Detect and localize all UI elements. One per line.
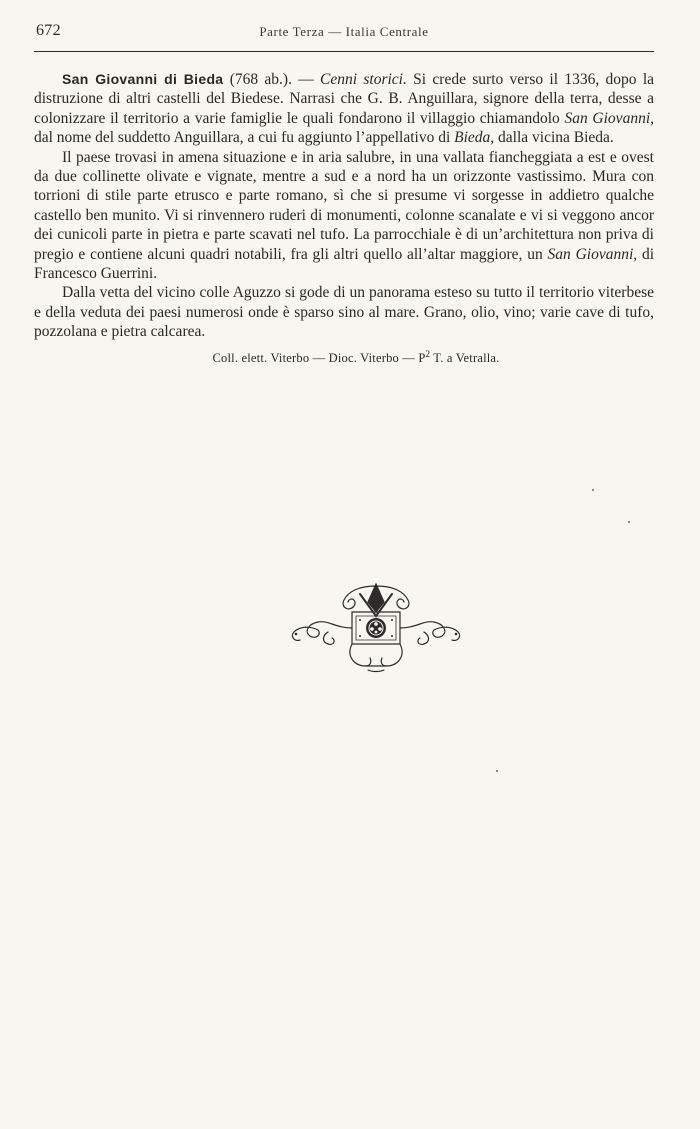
header-rule [34, 51, 654, 52]
print-speck [496, 770, 498, 772]
section-label: Cenni storici. [320, 71, 407, 88]
entry-text: Si crede surto verso il 1336, dopo la distruzione di altri castelli del Biedese. Narrasi che G. B. Anguillara, signore della terra, desse a colonizzare il territorio a varie famiglie le quali fondarono il villaggio chiamandolo [34, 71, 655, 127]
running-title: Parte Terza — Italia Centrale [259, 24, 429, 39]
italic-name: San Giovanni, [547, 245, 638, 263]
entry-text: Il paese trovasi in amena situazione e in aria salubre, in una vallata fiancheggiata a est e ovest da due collinette olivate e vignate, mentre a sud e a nord ha un orizzonte vastissimo. Mura con torrioni di stile parte etrusco e parte romano, sì che si presume vi sorgesse in addietro qualche castello ben munito. Vi si rinvennero ruderi di monumenti, colonne scanalate e vi si veggono ancor dei cunicoli parte in pietra e parte scavati nel tufo. La parrocchiale è di un’architettura non priva di pregio e contiene alcuni quadri notabili, fra gli altri quello all’altar maggiore, un [34, 148, 654, 263]
entry-text: Dalla vetta del vicino colle Aguzzo si gode di un panorama esteso su tutto il territorio viterbese e della veduta dei paesi numerosi onde è sparso sino al mare. Grano, olio, vino; varie cave di tufo, pozzolana e pietra calcarea. [34, 284, 654, 341]
paragraph-description [34, 148, 654, 284]
entry-text: di Francesco Guerrini. [34, 245, 655, 283]
entry-text: dal nome del suddetto Anguillara, a cui fu aggiunto l’appellativo di [34, 129, 455, 147]
running-head [34, 22, 654, 42]
italic-name: Bieda, [454, 129, 495, 147]
superscript: 2 [425, 348, 431, 359]
administrative-line: Coll. elett. Viterbo — Dioc. Viterbo — $P^2$ T. a Vetralla. [212, 348, 500, 365]
document-page [34, 0, 654, 1129]
page-number: 672 [36, 22, 61, 39]
print-speck [592, 489, 594, 491]
paragraph-history [34, 70, 654, 148]
entry-text: dalla vicina Bieda. [494, 129, 614, 147]
fleuron-icon [288, 582, 464, 674]
italic-name: San Giovanni, [564, 109, 654, 127]
entry-text: (768 ab.). — [223, 71, 321, 88]
print-speck [628, 521, 630, 523]
paragraph-products [34, 283, 654, 341]
entry-title: San Giovanni di Bieda [62, 71, 224, 87]
entry-body [34, 70, 654, 368]
